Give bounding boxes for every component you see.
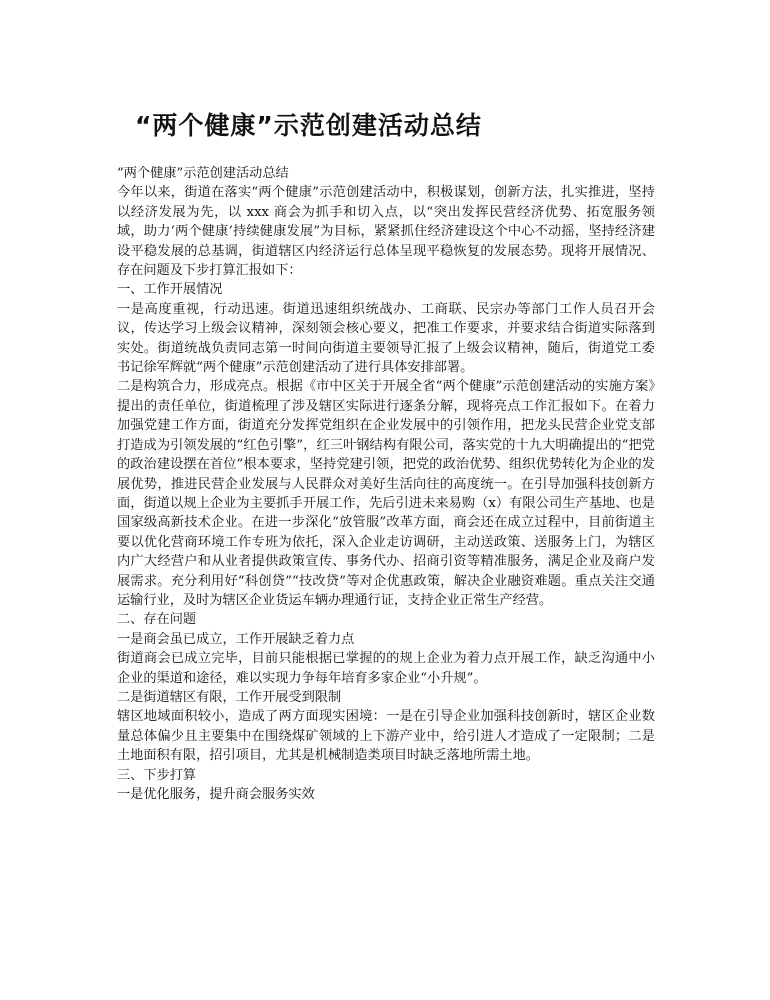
document-title: “两个健康”示范创建活动总结 — [135, 111, 482, 140]
document-body — [117, 164, 655, 804]
subtitle-paragraph: “两个健康”示范创建活动总结 — [117, 166, 289, 181]
body-paragraph: 辖区地域面积较小，造成了两方面现实困境：一是在引导企业加强科技创新时，辖区企业数量总体偏少且主要集中在围绕煤矿领域的上下游产业中，给引进人才造成了一定限制；二是土地面积有限，招引项目，尤其是机械制造类项目时缺乏落地所需土地。 — [117, 709, 655, 764]
section-heading-work-progress: 一、工作开展情况 — [117, 282, 223, 298]
subheading-paragraph: 一是商会虽已成立，工作开展缺乏着力点 — [117, 631, 355, 647]
subheading-paragraph: 一是优化服务，提升商会服务实效 — [117, 787, 315, 802]
section-heading-problems: 二、存在问题 — [117, 612, 197, 628]
body-paragraph: 街道商会已成立完毕，目前只能根据已掌握的的规上企业为着力点开展工作，缺乏沟通中小企业的渠道和途径，难以实现力争每年培育多家企业“小升规”。 — [117, 651, 655, 686]
intro-paragraph: 今年以来，街道在落实“两个健康”示范创建活动中，积极谋划，创新方法，扎实推进，坚持以经济发展为先，以 xxx 商会为抓手和切入点，以“突出发挥民营经济优势、拓宽服务领域，助力‘两个健康’持续健康发展”为目标，紧紧抓住经济建设这个中心不动摇，坚持经济建设平稳发展的总基调，街道辖区内经济运行总体呈现平稳恢复的发展态势。现将开展情况、存在问题及下步打算汇报如下： — [117, 185, 655, 279]
section-heading-next-steps: 三、下步打算 — [117, 767, 197, 783]
body-paragraph: 二是构筑合力，形成亮点。根据《市中区关于开展全省“两个健康”示范创建活动的实施方案》提出的责任单位，街道梳理了涉及辖区实际进行逐条分解，现将亮点工作汇报如下。在着力加强党建工作方面，街道充分发挥党组织在企业发展中的引领作用，把龙头民营企业党支部打造成为引领发展的“红色引擎”，红三叶钢结构有限公司，落实党的十九大明确提出的“把党的政治建设摆在首位”根本要求，坚持党建引领，把党的政治优势、组织优势转化为企业的发展优势，推进民营企业发展与人民群众对美好生活向往的高度统一。在引导加强科技创新方面，街道以规上企业为主要抓手开展工作，先后引进未来易购（x）有限公司生产基地、也是国家级高新技术企业。在进一步深化“放管服”改革方面，商会还在成立过程中，目前街道主要以优化营商环境工作专班为依托，深入企业走访调研，主动送政策、送服务上门，为辖区内广大经营户和从业者提供政策宣传、事务代办、招商引资等精准服务，满足企业及商户发展需求。充分利用好“科创贷”“技改贷”等对企优惠政策，解决企业融资难题。重点关注交通运输行业，及时为辖区企业货运车辆办理通行证，支持企业正常生产经营。 — [117, 379, 655, 608]
body-paragraph: 一是高度重视，行动迅速。街道迅速组织统战办、工商联、民宗办等部门工作人员召开会议，传达学习上级会议精神，深刻领会核心要义，把准工作要求，并要求结合街道实际落到实处。街道统战负责同志第一时间向街道主要领导汇报了上级会议精神，随后，街道党工委书记徐军辉就“两个健康”示范创建活动了进行具体安排部署。 — [117, 301, 655, 376]
subheading-paragraph: 二是街道辖区有限，工作开展受到限制 — [117, 689, 342, 705]
